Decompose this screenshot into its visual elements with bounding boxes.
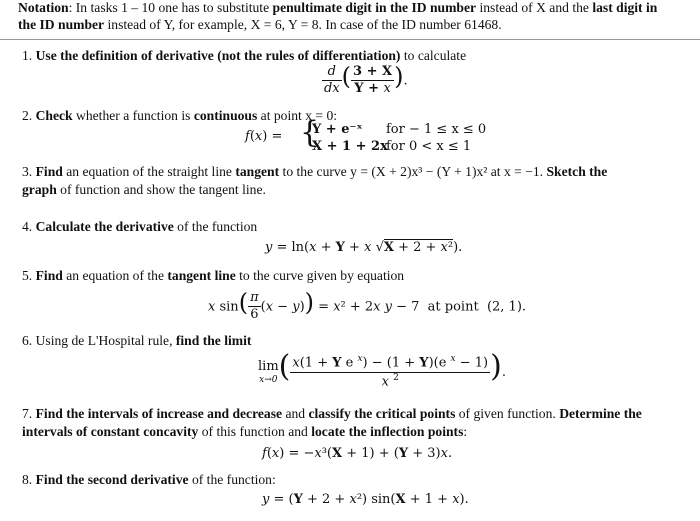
task-4-formula: y = ln(x + Y + x √X + 2 + x²).	[265, 240, 463, 255]
task-text: an equation of the	[62, 268, 168, 283]
task-instruction: Use the definition of derivative (not the rules of differentiation)	[35, 48, 401, 63]
brace: {	[300, 115, 320, 150]
task-3-line-1	[22, 164, 607, 181]
task-instruction: Find the intervals of increase and decrease	[35, 406, 283, 421]
task-1-formula: $\frac{d}{dx}$ ( $\frac{3 + X}{Y + x}$ ).	[324, 62, 408, 97]
task-number: 5.	[22, 268, 33, 283]
task-instruction: Find	[35, 164, 63, 179]
notation-text: : In tasks 1 – 10 one has to substitute	[68, 0, 273, 15]
task-text: and	[282, 406, 309, 421]
task-number: 1.	[22, 48, 33, 63]
task-number: 2.	[22, 108, 33, 123]
notation-text: instead of Y, for example, X = 6, Y = 8. In case of the ID number 61468.	[104, 17, 502, 32]
notation-label: Notation	[18, 0, 69, 15]
notation-line-2	[18, 17, 502, 34]
task-instruction: Check	[35, 108, 73, 123]
task-2-case-2: X + 1 + 2x	[312, 139, 388, 154]
task-instruction: locate the inflection points	[311, 424, 464, 439]
task-instruction: intervals of constant concavity	[22, 424, 199, 439]
task-7-line-1	[22, 406, 642, 423]
task-instruction: Sketch the	[546, 164, 608, 179]
notation-bold: last digit in	[592, 0, 658, 15]
task-number: 4.	[22, 219, 33, 234]
task-number: 8.	[22, 472, 33, 487]
task-text: of this function and	[198, 424, 312, 439]
task-text: at point x = 0:	[257, 108, 338, 123]
task-4-text	[22, 219, 257, 236]
notation-bold: penultimate digit in the ID number	[272, 0, 477, 15]
task-instruction: graph	[22, 182, 57, 197]
task-instruction: tangent line	[167, 268, 236, 283]
task-instruction: classify the critical points	[308, 406, 456, 421]
task-instruction: Calculate the derivative	[35, 219, 174, 234]
task-6-text	[22, 333, 251, 350]
task-text: :	[463, 424, 468, 439]
task-text: of the function	[173, 219, 258, 234]
task-text: of given function.	[455, 406, 560, 421]
task-instruction: continuous	[193, 108, 258, 123]
task-number: 7.	[22, 406, 33, 421]
task-8-text	[22, 472, 276, 489]
task-8-formula: y = (Y + 2 + x²) sin(X + 1 + x).	[262, 492, 469, 507]
task-7-line-2	[22, 424, 467, 441]
task-number: 6.	[22, 333, 33, 348]
task-instruction: tangent	[235, 164, 280, 179]
task-number: 3.	[22, 164, 33, 179]
task-instruction: find the limit	[175, 333, 252, 348]
task-text: to the curve given by equation	[235, 268, 405, 283]
task-2-case-1: Y + e⁻ˣ	[312, 122, 363, 137]
notation-text: instead of X and the	[476, 0, 593, 15]
task-instruction: Determine the	[559, 406, 642, 421]
notation-line-1	[18, 0, 657, 17]
task-2-text	[22, 108, 337, 125]
task-6-formula: lim x→0 ( $\frac{x(1 + Y e ^x) - (1 + Y)(e ^x - 1)}{x ^2}$ ).	[258, 349, 506, 390]
task-7-formula: f(x) = −x³(X + 1) + (Y + 3)x.	[262, 446, 453, 461]
task-text: Using de L'Hospital rule,	[35, 333, 176, 348]
task-2-case-1-condition: for − 1 ≤ x ≤ 0	[386, 122, 487, 137]
task-text: to calculate	[400, 48, 467, 63]
task-instruction: Find	[35, 268, 63, 283]
task-text: an equation of the straight line	[62, 164, 236, 179]
task-text: whether a function is	[72, 108, 194, 123]
task-text: to the curve y = (X + 2)x³ − (Y + 1)x² at x = −1.	[279, 164, 547, 179]
task-3-line-2	[22, 182, 266, 199]
task-2-function-label: f(x) =	[245, 129, 283, 144]
task-5-text	[22, 268, 404, 285]
task-5-formula: x sin( $\frac{\pi}{6}$ (x − y)) = x² + 2x y − 7 at point (2, 1).	[208, 288, 527, 323]
task-instruction: Find the second derivative	[35, 472, 189, 487]
task-text: of the function:	[188, 472, 276, 487]
notation-bold: the ID number	[18, 17, 105, 32]
task-text: of function and show the tangent line.	[56, 182, 266, 197]
task-2-case-2-condition: for 0 < x ≤ 1	[386, 139, 472, 154]
separator	[0, 39, 700, 40]
